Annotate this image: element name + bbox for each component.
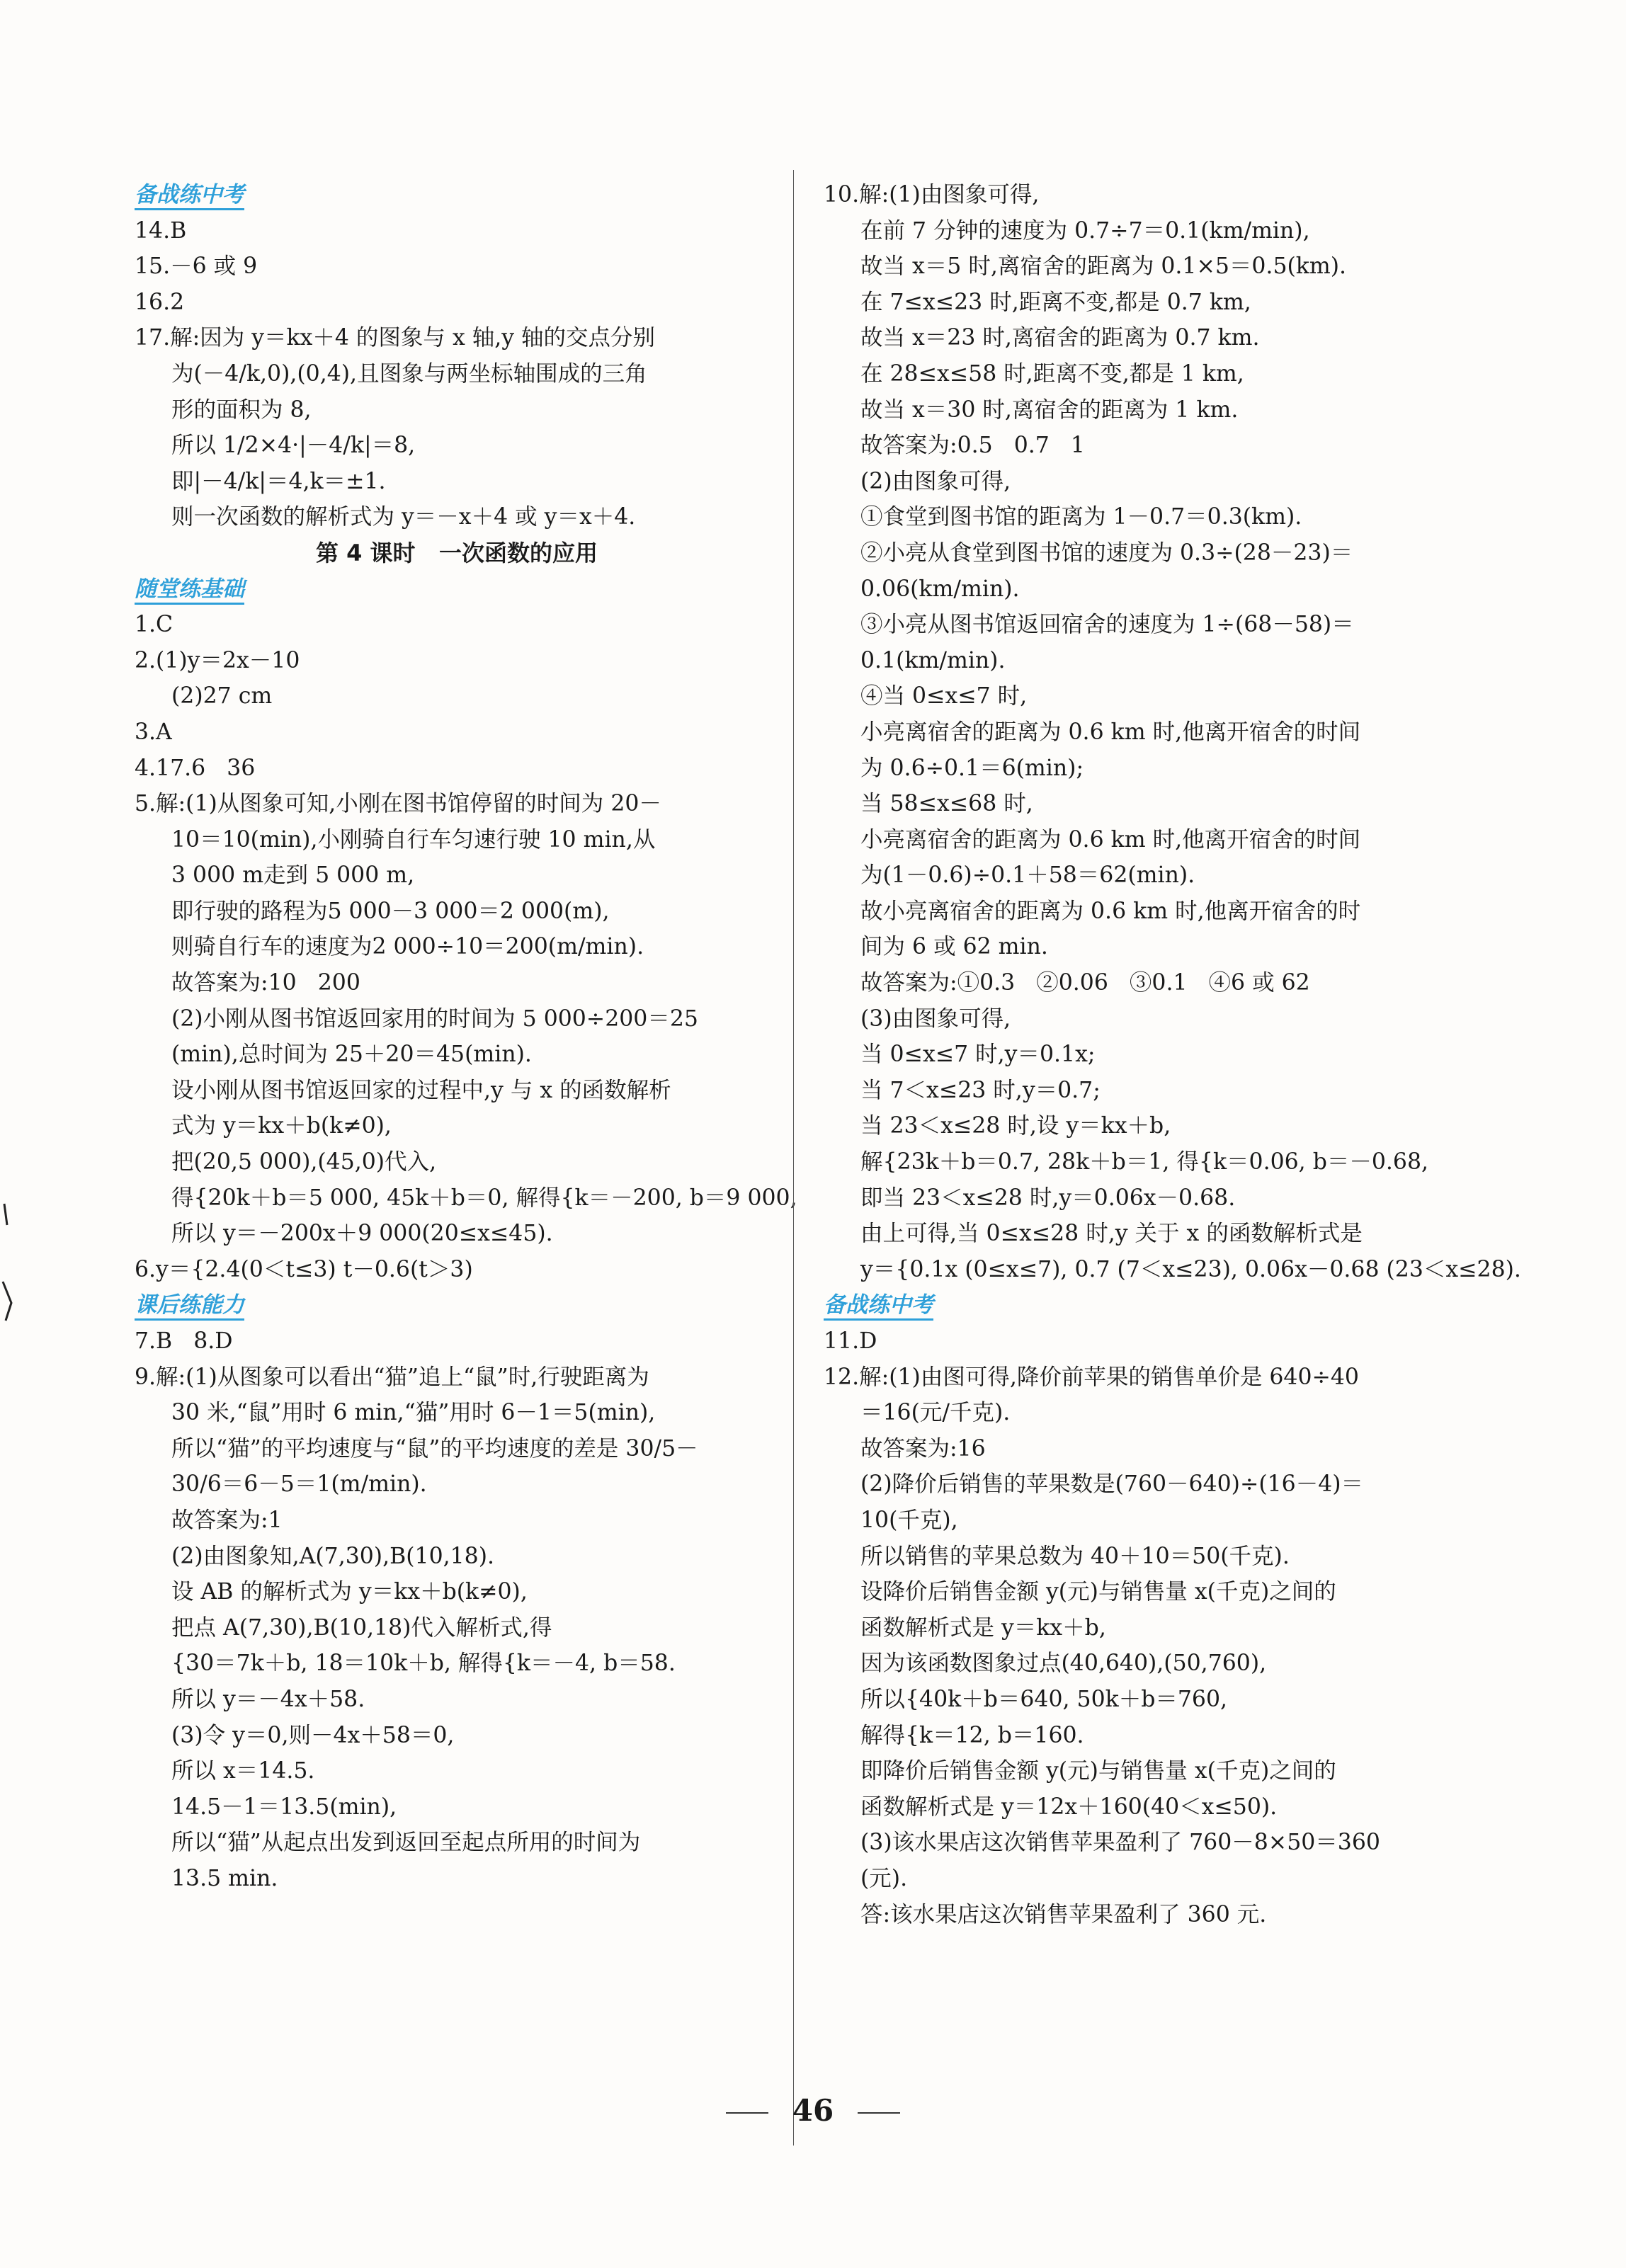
answer-line: 所以 x＝14.5. [171, 1758, 315, 1784]
answer-line: 6.y＝{2.4(0＜t≤3) t－0.6(t＞3) [135, 1256, 473, 1282]
answer-line: 所以“猫”从起点出发到返回至起点所用的时间为 [171, 1830, 641, 1856]
lesson-title: 第 4 课时 一次函数的应用 [316, 539, 598, 566]
answer-line: 14.5－1＝13.5(min), [171, 1794, 397, 1820]
answer-line: (2)由图象知,A(7,30),B(10,18). [171, 1543, 495, 1569]
answer-line: 由上可得,当 0≤x≤28 时,y 关于 x 的函数解析式是 [860, 1221, 1363, 1247]
page-number-left-dash [726, 2112, 768, 2114]
answer-line: 设小刚从图书馆返回家的过程中,y 与 x 的函数解析 [171, 1077, 671, 1103]
answer-line: 为(－4/k,0),(0,4),且图象与两坐标轴围成的三角 [171, 360, 647, 387]
answer-line: ②小亮从食堂到图书馆的速度为 0.3÷(28－23)＝ [860, 540, 1353, 566]
answer-line: ③小亮从图书馆返回宿舍的速度为 1÷(68－58)＝ [860, 612, 1354, 638]
section-heading [135, 177, 779, 213]
answer-line: 14.B [135, 217, 187, 244]
answer-line: 所以 1/2×4·|－4/k|＝8, [171, 433, 416, 459]
answer-line: y＝{0.1x (0≤x≤7), 0.7 (7＜x≤23), 0.06x－0.68 (23＜x≤28). [860, 1256, 1521, 1282]
answer-line: 答:该水果店这次销售苹果盈利了 360 元. [860, 1901, 1267, 1927]
answer-line: (3)令 y＝0,则－4x＋58＝0, [171, 1722, 455, 1748]
answer-line: 小亮离宿舍的距离为 0.6 km 时,他离开宿舍的时间 [860, 719, 1361, 745]
answer-line: ④当 0≤x≤7 时, [860, 683, 1028, 710]
answer-line: 在 7≤x≤23 时,距离不变,都是 0.7 km, [860, 289, 1251, 315]
answer-line: 4.17.6 36 [135, 755, 256, 781]
answer-line: 间为 6 或 62 min. [860, 934, 1048, 960]
answer-line: 当 58≤x≤68 时, [860, 791, 1033, 817]
answer-line: 把点 A(7,30),B(10,18)代入解析式,得 [171, 1614, 552, 1641]
answer-line: 为(1－0.6)÷0.1＋58＝62(min). [860, 862, 1195, 889]
answer-line: 10＝10(min),小刚骑自行车匀速行驶 10 min,从 [171, 826, 656, 853]
answer-line: 解{23k＋b＝0.7, 28k＋b＝1, 得{k＝0.06, b＝－0.68, [860, 1149, 1429, 1175]
answer-line: {30＝7k＋b, 18＝10k＋b, 解得{k＝－4, b＝58. [171, 1651, 676, 1677]
answer-line: 12.解:(1)由图可得,降价前苹果的销售单价是 640÷40 [824, 1364, 1359, 1390]
answer-line: 10(千克), [860, 1507, 958, 1533]
section-heading [824, 1287, 1475, 1323]
answer-line: 故答案为:10 200 [171, 970, 360, 996]
answer-line: 函数解析式是 y＝12x＋160(40＜x≤50). [860, 1794, 1278, 1820]
answer-line: 故答案为:1 [171, 1507, 283, 1533]
answer-line: 15.－6 或 9 [135, 253, 258, 280]
section-heading-text: 课后练能力 [135, 1292, 244, 1321]
answer-line: 得{20k＋b＝5 000, 45k＋b＝0, 解得{k＝－200, b＝9 000, [171, 1185, 797, 1211]
answer-line: 10.解:(1)由图象可得, [824, 182, 1040, 207]
answer-line: 则骑自行车的速度为2 000÷10＝200(m/min). [171, 934, 644, 960]
page-number [0, 2093, 1626, 2128]
answer-line: 即降价后销售金额 y(元)与销售量 x(千克)之间的 [860, 1758, 1336, 1784]
answer-line: 小亮离宿舍的距离为 0.6 km 时,他离开宿舍的时间 [860, 826, 1361, 853]
answer-line: 9.解:(1)从图象可以看出“猫”追上“鼠”时,行驶距离为 [135, 1364, 649, 1390]
answer-line: 即当 23＜x≤28 时,y＝0.06x－0.68. [860, 1185, 1236, 1211]
answer-line: 故当 x＝30 时,离宿舍的距离为 1 km. [860, 397, 1239, 423]
column-divider [793, 170, 794, 2146]
section-heading-text: 备战练中考 [824, 1292, 933, 1321]
answer-line: 所以 y＝－200x＋9 000(20≤x≤45). [171, 1221, 553, 1247]
answer-line: 把(20,5 000),(45,0)代入, [171, 1149, 437, 1175]
answer-line: 当 7＜x≤23 时,y＝0.7; [860, 1077, 1101, 1103]
answer-line: (2)由图象可得, [860, 468, 1011, 494]
answer-line: 当 23＜x≤28 时,设 y＝kx＋b, [860, 1113, 1171, 1139]
answer-line: 所以“猫”的平均速度与“鼠”的平均速度的差是 30/5－ [171, 1435, 698, 1461]
scan-edge-mark [1, 1197, 17, 1324]
answer-line: 16.2 [135, 289, 185, 315]
answer-line: 故当 x＝23 时,离宿舍的距离为 0.7 km. [860, 325, 1260, 351]
answer-line: 函数解析式是 y＝kx＋b, [860, 1614, 1106, 1641]
answer-line: 1.C [135, 612, 174, 638]
answer-line: 故当 x＝5 时,离宿舍的距离为 0.1×5＝0.5(km). [860, 253, 1347, 280]
section-heading-text: 备战练中考 [135, 182, 244, 210]
answer-line: (3)该水果店这次销售苹果盈利了 760－8×50＝360 [860, 1830, 1380, 1856]
answer-line: 即|－4/k|＝4,k＝±1. [171, 468, 386, 494]
answer-line: 为 0.6÷0.1＝6(min); [860, 755, 1084, 781]
section-heading [135, 1287, 779, 1323]
answer-line: ①食堂到图书馆的距离为 1－0.7＝0.3(km). [860, 504, 1302, 530]
left-column [135, 177, 797, 1897]
answer-line: 故答案为:0.5 0.7 1 [860, 433, 1085, 459]
answer-line: 设 AB 的解析式为 y＝kx＋b(k≠0), [171, 1579, 528, 1605]
answer-line: 故答案为:16 [860, 1435, 986, 1461]
answer-line: (min),总时间为 25＋20＝45(min). [171, 1042, 532, 1068]
answer-line: 故答案为:①0.3 ②0.06 ③0.1 ④6 或 62 [860, 970, 1310, 996]
page-number-right-dash [858, 2112, 900, 2114]
answer-line: 所以 y＝－4x＋58. [171, 1686, 365, 1712]
answer-line: 30/6＝6－5＝1(m/min). [171, 1471, 427, 1498]
answer-line: 30 米,“鼠”用时 6 min,“猫”用时 6－1＝5(min), [171, 1400, 656, 1426]
answer-line: 11.D [824, 1328, 877, 1354]
answer-line: 则一次函数的解析式为 y＝－x＋4 或 y＝x＋4. [171, 504, 636, 530]
answer-line: 0.1(km/min). [860, 647, 1006, 673]
answer-line: 故小亮离宿舍的距离为 0.6 km 时,他离开宿舍的时 [860, 898, 1361, 924]
page-number-value: 46 [792, 2093, 834, 2128]
answer-line: 形的面积为 8, [171, 397, 312, 423]
answer-line: 3.A [135, 719, 172, 745]
answer-line: 0.06(km/min). [860, 576, 1020, 602]
answer-line: 所以销售的苹果总数为 40＋10＝50(千克). [860, 1543, 1290, 1569]
right-column [824, 177, 1521, 1932]
answer-line: (2)小刚从图书馆返回家用的时间为 5 000÷200＝25 [171, 1005, 698, 1032]
answer-line: (3)由图象可得, [860, 1005, 1011, 1032]
answer-line: (元). [860, 1865, 908, 1891]
answer-line: ＝16(元/千克). [860, 1400, 1011, 1426]
answer-line: 7.B 8.D [135, 1328, 233, 1354]
answer-line: 17.解:因为 y＝kx＋4 的图象与 x 轴,y 轴的交点分别 [135, 325, 656, 351]
answer-line: 设降价后销售金额 y(元)与销售量 x(千克)之间的 [860, 1579, 1336, 1605]
answer-line: 3 000 m走到 5 000 m, [171, 862, 415, 889]
answer-line: 5.解:(1)从图象可知,小刚在图书馆停留的时间为 20－ [135, 791, 661, 817]
answer-line: 13.5 min. [171, 1865, 278, 1891]
answer-line: 所以{40k＋b＝640, 50k＋b＝760, [860, 1686, 1227, 1712]
answer-line: 即行驶的路程为5 000－3 000＝2 000(m), [171, 898, 610, 924]
answer-line: 在前 7 分钟的速度为 0.7÷7＝0.1(km/min), [860, 217, 1310, 244]
answer-line: (2)27 cm [171, 683, 273, 710]
answer-line: (2)降价后销售的苹果数是(760－640)÷(16－4)＝ [860, 1471, 1364, 1498]
answer-line: 在 28≤x≤58 时,距离不变,都是 1 km, [860, 360, 1244, 387]
answer-line: 式为 y＝kx＋b(k≠0), [171, 1113, 392, 1139]
answer-line: 2.(1)y＝2x－10 [135, 647, 300, 673]
answer-line: 解得{k＝12, b＝160. [860, 1722, 1084, 1748]
section-heading-text: 随堂练基础 [135, 576, 244, 605]
answer-line: 当 0≤x≤7 时,y＝0.1x; [860, 1042, 1096, 1068]
answer-line: 因为该函数图象过点(40,640),(50,760), [860, 1651, 1267, 1677]
section-heading [135, 571, 779, 608]
